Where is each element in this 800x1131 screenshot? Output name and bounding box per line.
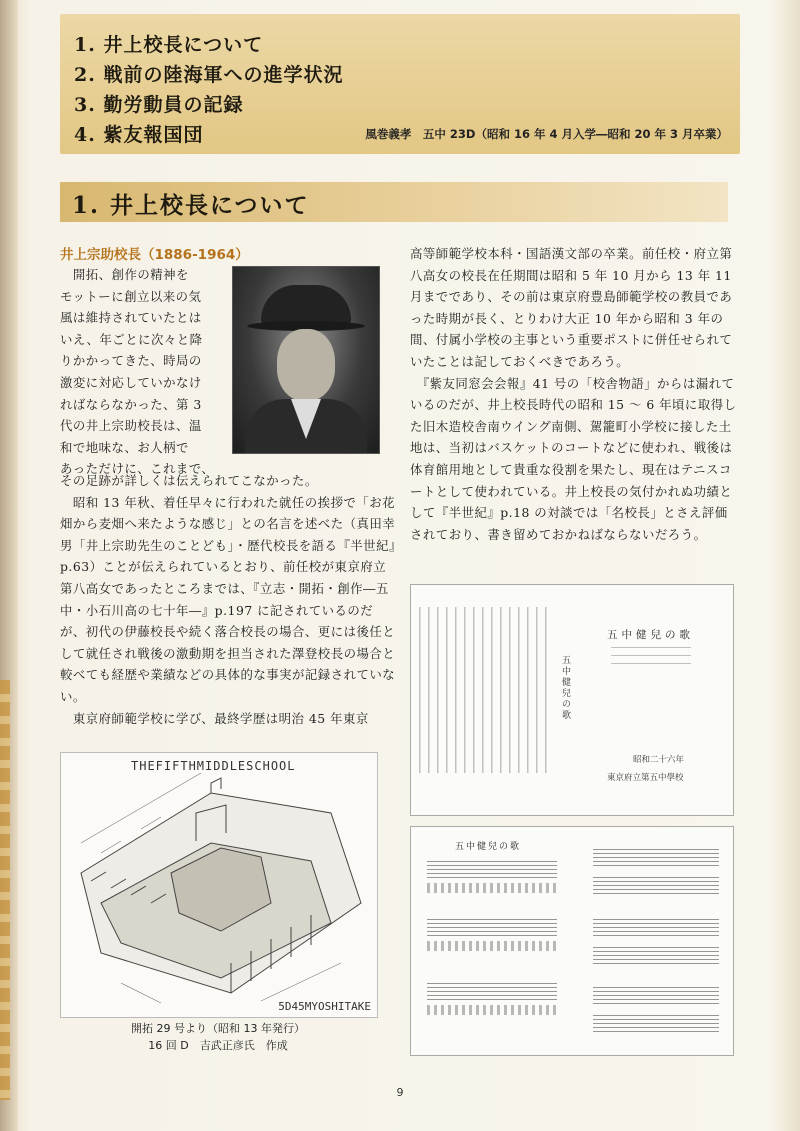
portrait-face: [277, 329, 335, 401]
score-lyrics: [427, 941, 557, 951]
decorative-side-bar: [0, 680, 10, 1100]
song-vertical-title: 五中健兒の歌: [560, 655, 570, 721]
article-line: いえ、年ごとに次々と降: [60, 331, 203, 347]
toc-item-2: 2. 戦前の陸海軍への進学状況: [74, 64, 344, 86]
song-publisher: 東京府立第五中學校: [607, 773, 684, 783]
section-heading-bar: [60, 182, 728, 222]
score-staff: [427, 919, 557, 937]
table-of-contents: [60, 14, 740, 154]
article-narrow-column: [60, 264, 228, 480]
article-line: 激変に対応していかなけ: [60, 374, 202, 390]
school-building-illustration: [60, 752, 378, 1018]
portrait-hat: [261, 285, 351, 325]
section-heading: 1. 井上校長について: [72, 192, 310, 219]
school-song-score-image: [410, 826, 734, 1056]
score-staff: [593, 947, 719, 965]
score-staff: [593, 1015, 719, 1033]
building-drawing: [61, 753, 377, 1017]
caption-line: 開拓 29 号より（昭和 13 年発行）: [131, 1022, 305, 1035]
toc-item-1: 1. 井上校長について: [74, 34, 264, 56]
principal-portrait-photo: [232, 266, 380, 454]
song-date: 昭和二十六年: [633, 755, 685, 765]
score-staff: [593, 919, 719, 937]
author-credit: 風巻義孝 五中 23D（昭和 16 年 4 月入学―昭和 20 年 3 月卒業）: [365, 127, 728, 141]
article-left-column: その足跡が詳しくは伝えられてこなかった。 昭和 13 年秋、着任早々に行われた就任の挨拶で「お花畑から麦畑へ来たような感じ」との名言を述べた（真田幸男「井上宗助先生のことども」・歴代校長を語る『半世紀』p.63）ことが伝えられているとおり、前任校が東京府立第八高女であったところまでは、『立志・開拓・創作―五中・小石川高の七十年―』p.197 に記されているのだが、初代の伊藤校長や続く落合校長の場合、更には後任として就任され戦後の激動期を担当された澤登校長の場合と較べても経歴や業績などの具体的な事実が記録されていない。 東京府師範学校に学び、最終学歴は明治 45 年東京: [60, 473, 396, 726]
song-lyrics-vertical-text: [419, 607, 547, 773]
score-lyrics: [427, 1005, 557, 1015]
illustration-signature: 5D45MYOSHITAKE: [278, 1000, 371, 1013]
article-line: 代の井上宗助校長は、温: [60, 418, 202, 434]
article-line: あっただけに、これまで、: [60, 461, 215, 477]
article-line: 開拓、創作の精神を: [60, 267, 189, 282]
principal-subheading: 井上宗助校長（1886-1964）: [60, 247, 249, 263]
article-line: 和で地味な、お人柄で: [60, 439, 189, 455]
caption-line: 16 回 D 吉武正彦氏 作成: [148, 1039, 288, 1052]
toc-item-3: 3. 勤労動員の記録: [74, 94, 244, 116]
score-staff: [593, 849, 719, 867]
page-number: 9: [396, 1086, 404, 1099]
song-credits: [611, 647, 691, 665]
song-title: 五中健兒の歌: [607, 629, 694, 641]
illustration-title: THEFIFTHMIDDLESCHOOL: [131, 759, 296, 773]
score-staff: [593, 877, 719, 895]
score-staff: [427, 983, 557, 1001]
score-lyrics: [427, 883, 557, 893]
illustration-caption: [60, 1020, 376, 1054]
score-staff: [427, 861, 557, 879]
article-line: モットーに創立以来の気: [60, 288, 202, 304]
score-staff: [593, 987, 719, 1005]
school-song-cover-image: [410, 584, 734, 816]
score-title: 五中健兒の歌: [455, 842, 522, 852]
article-line: ればならなかった、第 3: [60, 396, 202, 412]
article-line: りかかってきた、時局の: [60, 353, 202, 369]
article-right-column: 高等師範学校本科・国語漢文部の卒業。前任校・府立第八高女の校長在任期間は昭和 5 年 10 月から 13 年 11 月までであり、その前は東京府豊島師範学校の教員であった時期が長く、とりわけ大正 10 年から昭和 3 年の間、付属小学校の主事という重要ポストに併任せられていたことは記しておくべきであろう。 『紫友同窓会会報』41 号の「校舎物語」からは漏れているのだが、井上校長時代の昭和 15 ～ 6 年頃に取得した旧木造校舎南ウイング南側、駕籠町小学校に接した土地は、当初はバスケットのコートなどに使われ、戦後は体育館用地として貴重な役割を果たし、現在はテニスコートとして使われている。井上校長の気付かれぬ功績として『半世紀』p.18 の対談では「名校長」とさえ評価されており、書き留めておかねばならないだろう。: [410, 246, 737, 542]
article-line: 風は維持されていたとは: [60, 310, 202, 326]
toc-item-4: 4. 紫友報国団: [74, 124, 204, 146]
